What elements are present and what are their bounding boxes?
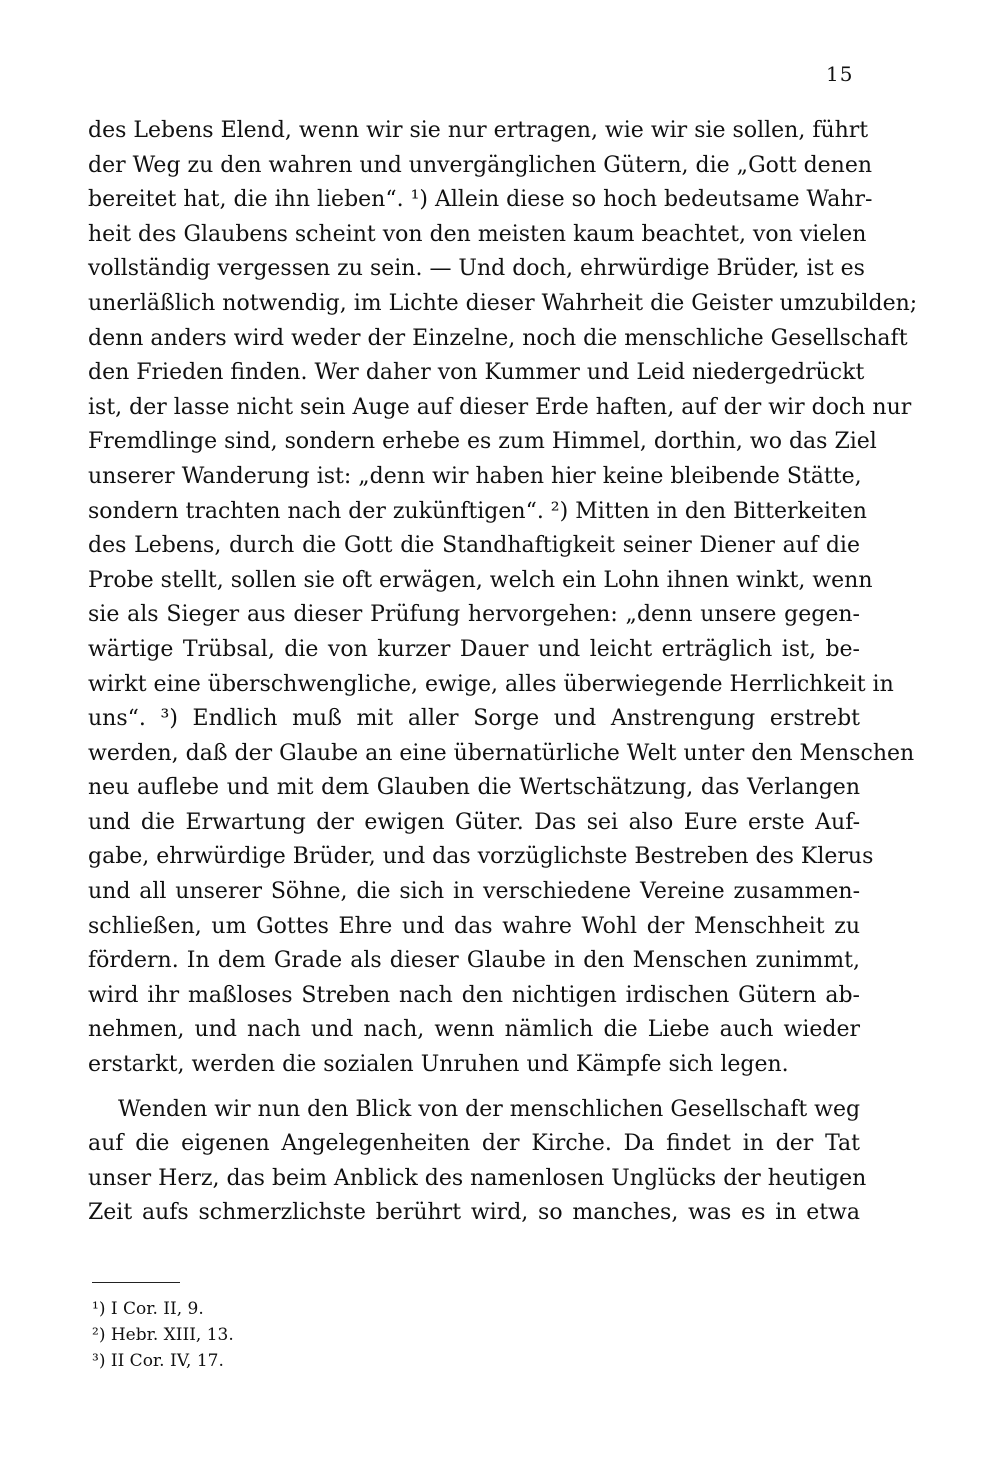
text-line: wirkt eine überschwengliche, ewige, alles überwiegende Herrlichkeit in [88,671,894,697]
text-line: fördern. In dem Grade als dieser Glaube in den Menschen zunimmt, [88,948,860,974]
paragraph-2 [88,1093,867,1231]
paragraph-gap [88,1083,860,1093]
text-line: des Lebens Elend, wenn wir sie nur ertragen, wie wir sie sollen, führt [88,118,869,143]
text-line: der Weg zu den wahren und unvergänglichen Gütern, die „Gott denen [88,152,873,178]
footnotes [92,1296,492,1374]
text-line: sie als Sieger aus dieser Prüfung hervorgehen: „denn unsere gegen- [88,602,860,628]
text-line: wärtige Trübsal, die von kurzer Dauer und leicht erträglich ist, be- [88,636,860,662]
text-line: uns“. ³) Endlich muß mit aller Sorge und Anstrengung erstrebt [88,706,860,732]
text-line: Probe stellt, sollen sie oft erwägen, welch ein Lohn ihnen winkt, wenn [88,567,873,593]
text-line: auf die eigenen Angelegenheiten der Kirche. Da findet in der Tat [88,1131,860,1157]
text-line: denn anders wird weder der Einzelne, noch die menschliche Gesellschaft [88,325,908,351]
text-line: sondern trachten nach der zukünftigen“. ²) Mitten in den Bitterkeiten [88,498,867,524]
text-line: unserer Wanderung ist: „denn wir haben hier keine bleibende Stätte, [88,463,862,489]
text-line: Fremdlinge sind, sondern erhebe es zum Himmel, dorthin, wo das Ziel [88,429,877,455]
text-line: unerläßlich notwendig, im Lichte dieser Wahrheit die Geister umzubilden; [88,290,918,316]
text-line: unser Herz, das beim Anblick des namenlosen Unglücks der heutigen [88,1165,867,1191]
text-line: werden, daß der Glaube an eine übernatürliche Welt unter den Menschen [88,740,915,766]
text-line: wird ihr maßloses Streben nach den nichtigen irdischen Gütern ab- [88,982,860,1008]
text-line: neu auflebe und mit dem Glauben die Wertschätzung, das Verlangen [88,775,860,801]
text-line: schließen, um Gottes Ehre und das wahre Wohl der Menschheit zu [88,913,860,939]
text-line: nehmen, und nach und nach, wenn nämlich die Liebe auch wieder [88,1017,860,1043]
footnote-1: ¹) I Cor. II, 9. [92,1299,204,1319]
text-line: Zeit aufs schmerzlichste berührt wird, so manches, was es in etwa [88,1200,860,1226]
text-line: Wenden wir nun den Blick von der menschlichen Gesellschaft weg [118,1096,861,1122]
text-line: heit des Glaubens scheint von den meisten kaum beachtet, von vielen [88,221,867,247]
page-number: 15 [826,62,854,86]
text-line: bereitet hat, die ihn lieben“. ¹) Allein diese so hoch bedeutsame Wahr- [88,187,873,213]
text-line: vollständig vergessen zu sein. — Und doch, ehrwürdige Brüder, ist es [88,256,865,282]
paragraph-1 [88,114,918,1083]
body-text [88,114,918,1231]
text-line: des Lebens, durch die Gott die Standhaftigkeit seiner Diener auf die [88,533,860,559]
text-line: gabe, ehrwürdige Brüder, und das vorzüglichste Bestreben des Klerus [88,844,874,870]
text-line: den Frieden finden. Wer daher von Kummer und Leid niedergedrückt [88,360,865,386]
text-line: ist, der lasse nicht sein Auge auf dieser Erde haften, auf der wir doch nur [88,394,912,420]
text-line: erstarkt, werden die sozialen Unruhen und Kämpfe sich legen. [88,1052,789,1078]
text-line: und die Erwartung der ewigen Güter. Das sei also Eure erste Auf- [88,809,860,835]
footnote-2: ²) Hebr. XIII, 13. [92,1325,234,1345]
footnote-3: ³) II Cor. IV, 17. [92,1351,224,1371]
text-line: und all unserer Söhne, die sich in verschiedene Vereine zusammen- [88,879,860,905]
footnote-separator [92,1282,180,1283]
